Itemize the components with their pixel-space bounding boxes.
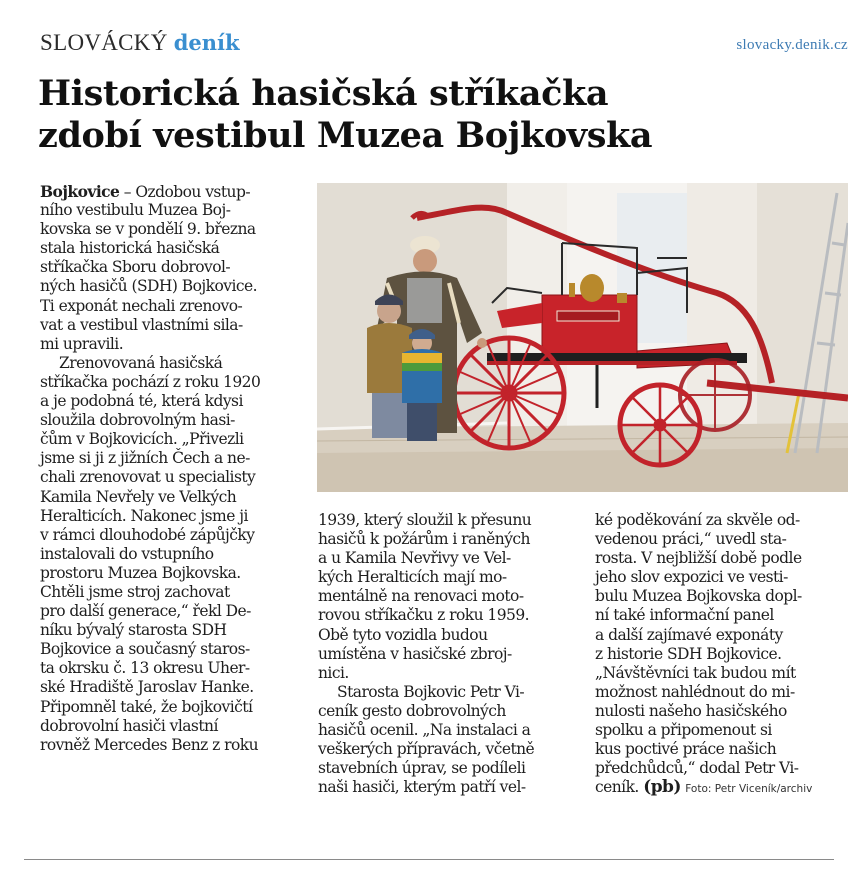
text-fragment: dobrovolní hasiči vlastní (40, 716, 218, 735)
text-fragment: a u Kamila Nevřivy ve Vel- (318, 549, 511, 568)
text-fragment: mi upravili. (40, 334, 124, 353)
text-line (40, 602, 302, 621)
text-fragment: rovou stříkačku z roku 1959. (318, 606, 530, 625)
article-photo (317, 183, 848, 492)
text-line (40, 430, 302, 449)
text-fragment: instalovali do vstupního (40, 544, 214, 563)
text-line (595, 778, 857, 797)
text-line (595, 530, 857, 549)
front-wheel (454, 338, 564, 448)
text-line (595, 759, 857, 778)
dateline: Bojkovice (40, 182, 120, 201)
text-line (40, 678, 302, 697)
article-column-2 (318, 511, 580, 797)
text-fragment: stavebních úprav, se podíleli (318, 759, 526, 778)
text-line (318, 511, 580, 530)
text-fragment: hasičů ocenil. „Na instalaci a (318, 721, 531, 740)
text-line (40, 258, 302, 277)
text-line (595, 702, 857, 721)
text-fragment: chali zrenovovat u specialisty (40, 468, 256, 487)
text-fragment: Kamila Nevřely ve Velkých (40, 487, 237, 506)
text-line (40, 277, 302, 296)
text-fragment: mentálně na renovaci moto- (318, 587, 524, 606)
text-line (595, 587, 857, 606)
text-line (40, 659, 302, 678)
text-line (40, 640, 302, 659)
text-line (595, 683, 857, 702)
text-fragment: vedenou práci,“ uvedl sta- (595, 530, 787, 549)
text-line (595, 664, 857, 683)
text-line (595, 549, 857, 568)
text-line (318, 568, 580, 587)
text-fragment: čům v Bojkovicích. „Přivezli (40, 430, 244, 449)
text-line (40, 507, 302, 526)
text-line (595, 606, 857, 625)
site-url[interactable]: slovacky.denik.cz (736, 37, 848, 53)
text-line (40, 717, 302, 736)
text-fragment: prostoru Muzea Bojkovska. (40, 563, 241, 582)
text-line (40, 449, 302, 468)
text-fragment: kus poctivé práce našich (595, 740, 777, 759)
text-line (318, 664, 580, 683)
text-fragment: jeho slov expozici ve vesti- (595, 568, 788, 587)
text-fragment: vat a vestibul vlastními sila- (40, 315, 243, 334)
text-fragment: ské Hradiště Jaroslav Hanke. (40, 678, 254, 697)
text-line (40, 526, 302, 545)
text-line (595, 721, 857, 740)
text-line (318, 740, 580, 759)
text-fragment: kých Heralticích mají mo- (318, 568, 507, 587)
text-fragment: spolku a připomenout si (595, 721, 772, 740)
text-fragment: Připomněl také, že bojkovičtí (40, 697, 253, 716)
text-line (40, 698, 302, 717)
text-fragment: naši hasiči, kterým patří vel- (318, 778, 526, 797)
brand-logo: deník (173, 30, 240, 55)
text-fragment: stříkačka pochází z roku 1920 (40, 372, 261, 391)
text-fragment: pro další generace,“ řekl De- (40, 602, 251, 621)
headline-line: zdobí vestibul Muzea Bojkovska (38, 115, 653, 156)
text-line (318, 530, 580, 549)
text-fragment: „Návštěvníci tak budou mít (595, 663, 796, 682)
text-fragment: nulosti našeho hasičského (595, 701, 787, 720)
text-line (40, 411, 302, 430)
text-fragment: a další zajímavé exponáty (595, 625, 783, 644)
text-line (40, 354, 302, 373)
text-fragment: bulu Muzea Bojkovska dopl- (595, 587, 802, 606)
text-fragment: Heralticích. Nakonec jsme ji (40, 506, 248, 525)
text-fragment: ního vestibulu Muzea Boj- (40, 201, 231, 220)
text-line (40, 220, 302, 239)
text-fragment: Ti exponát nechali zrenovo- (40, 296, 243, 315)
text-fragment: veškerých přípravách, včetně (318, 740, 535, 759)
bottom-rule (24, 859, 834, 860)
text-fragment: – Ozdobou vstup- (119, 183, 251, 201)
text-line (318, 759, 580, 778)
text-line (40, 201, 302, 220)
text-fragment: ceník. (595, 778, 644, 797)
text-fragment: v rámci dlouhodobé zápůjčky (40, 525, 255, 544)
text-line (318, 721, 580, 740)
article-column-3 (595, 511, 857, 797)
text-fragment: sloužila dobrovolným hasi- (40, 411, 235, 430)
masthead (40, 29, 240, 57)
text-line (595, 511, 857, 530)
text-line (595, 626, 857, 645)
text-fragment: kovska se v pondělí 9. března (40, 220, 256, 239)
text-fragment: ceník gesto dobrovolných (318, 701, 506, 720)
text-fragment: Zrenovovaná hasičská (59, 353, 223, 372)
text-fragment: nici. (318, 663, 349, 682)
article-column-1 (40, 182, 302, 755)
text-fragment: možnost nahlédnout do mi- (595, 682, 795, 701)
text-fragment: rosta. V nejbližší době podle (595, 549, 802, 568)
text-fragment: stříkačka Sboru dobrovol- (40, 258, 231, 277)
text-line (595, 568, 857, 587)
author-tag: (pb) (643, 777, 681, 798)
text-line (40, 545, 302, 564)
text-fragment: 1939, který sloužil k přesunu (318, 511, 532, 529)
text-fragment: Chtěli jsme stroj zachovat (40, 582, 230, 601)
text-line (40, 583, 302, 602)
text-line (595, 645, 857, 664)
text-fragment: jsme si ji z jižních Čech a ne- (40, 449, 250, 468)
text-fragment: Bojkovice a současný staros- (40, 640, 250, 659)
text-line (318, 626, 580, 645)
text-line (40, 182, 302, 201)
text-line (40, 736, 302, 755)
text-line (318, 702, 580, 721)
fire-engine-photo (317, 183, 848, 492)
text-fragment: umístěna v hasičské zbroj- (318, 644, 512, 663)
text-line (318, 606, 580, 625)
text-line (40, 316, 302, 335)
text-line (40, 392, 302, 411)
text-fragment: ké poděkování za skvěle od- (595, 511, 800, 529)
text-fragment: Starosta Bojkovic Petr Vi- (337, 682, 525, 701)
text-fragment: Obě tyto vozidla budou (318, 625, 488, 644)
text-fragment: ných hasičů (SDH) Bojkovice. (40, 277, 257, 296)
text-fragment: ta okrsku č. 13 okresu Uher- (40, 659, 250, 678)
text-line (318, 778, 580, 797)
text-line (318, 587, 580, 606)
text-fragment: předchůdců,“ dodal Petr Vi- (595, 759, 799, 778)
text-line (40, 621, 302, 640)
text-line (40, 335, 302, 354)
text-fragment: z historie SDH Bojkovice. (595, 644, 782, 663)
text-line (318, 645, 580, 664)
headline-line: Historická hasičská stříkačka (38, 73, 609, 114)
text-line (40, 373, 302, 392)
text-line (40, 468, 302, 487)
text-fragment: ní také informační panel (595, 606, 774, 625)
text-fragment: a je podobná té, která kdysi (40, 392, 243, 411)
text-fragment: rovněž Mercedes Benz z roku (40, 735, 259, 754)
text-line (40, 297, 302, 316)
text-line (595, 740, 857, 759)
rear-wheel (620, 385, 700, 465)
photo-credit: Foto: Petr Viceník/archiv (685, 783, 813, 796)
text-line (40, 564, 302, 583)
text-fragment: níku bývalý starosta SDH (40, 621, 227, 640)
text-line (40, 239, 302, 258)
headline (38, 73, 758, 157)
text-line (40, 488, 302, 507)
publication-name: SLOVÁCKÝ (40, 30, 168, 55)
text-line (318, 549, 580, 568)
text-fragment: hasičů k požárům i raněných (318, 530, 530, 549)
text-line (318, 683, 580, 702)
text-fragment: stala historická hasičská (40, 239, 220, 258)
